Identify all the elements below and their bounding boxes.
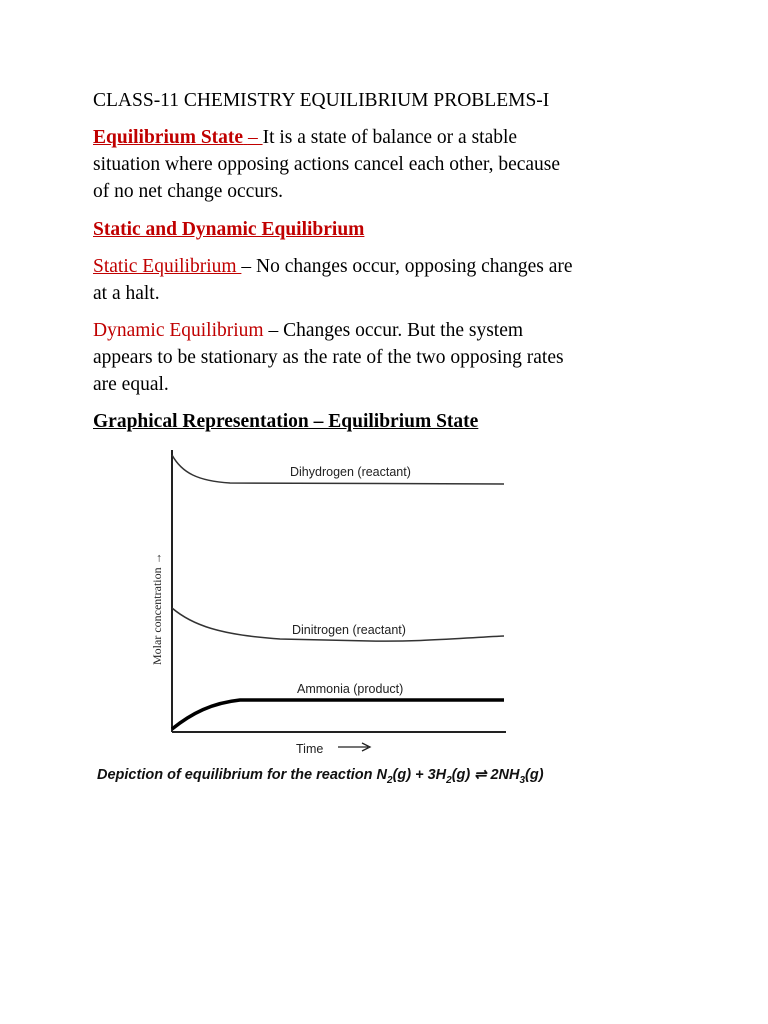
- equilibrium-state-term: Equilibrium State: [93, 127, 244, 148]
- dynamic-equilibrium-text3: are equal.: [93, 374, 169, 395]
- static-equilibrium-text2: at a halt.: [93, 283, 160, 304]
- dynamic-equilibrium-line1: [93, 317, 523, 344]
- static-dynamic-heading: Static and Dynamic Equilibrium: [93, 219, 365, 240]
- equilibrium-state-text1: It is a state of balance or a stable: [262, 127, 518, 148]
- ammonia-curve: [172, 700, 504, 729]
- equilibrium-state-text3: of no net change occurs.: [93, 181, 284, 202]
- static-equilibrium-term: Static Equilibrium: [93, 256, 242, 277]
- ammonia-label: Ammonia (product): [297, 682, 404, 696]
- equilibrium-graph: [140, 445, 520, 765]
- graph-heading: Graphical Representation – Equilibrium State: [93, 411, 479, 432]
- equilibrium-state-dash: –: [247, 127, 263, 148]
- equilibrium-state-text2: situation where opposing actions cancel each other, because: [93, 154, 561, 175]
- dynamic-equilibrium-text2: appears to be stationary as the rate of the two opposing rates: [93, 347, 564, 368]
- y-axis-label: Molar concentration →: [150, 552, 164, 665]
- document-title: CLASS-11 CHEMISTRY EQUILIBRIUM PROBLEMS-I: [93, 90, 550, 111]
- dinitrogen-label: Dinitrogen (reactant): [292, 623, 406, 637]
- x-axis-label: Time: [296, 742, 324, 756]
- equilibrium-state-line1: [93, 124, 517, 151]
- static-equilibrium-text1: – No changes occur, opposing changes are: [241, 256, 573, 277]
- x-axis-arrow-icon: [338, 743, 370, 751]
- figure-caption: Depiction of equilibrium for the reaction $N_2(g) + 3H_2(g)$ ⇌ $2NH_3(g)$: [97, 767, 544, 786]
- dihydrogen-label: Dihydrogen (reactant): [290, 465, 411, 479]
- dynamic-equilibrium-term: Dynamic Equilibrium: [93, 320, 264, 341]
- static-equilibrium-line1: [93, 253, 573, 280]
- dynamic-equilibrium-text1: – Changes occur. But the system: [263, 320, 524, 341]
